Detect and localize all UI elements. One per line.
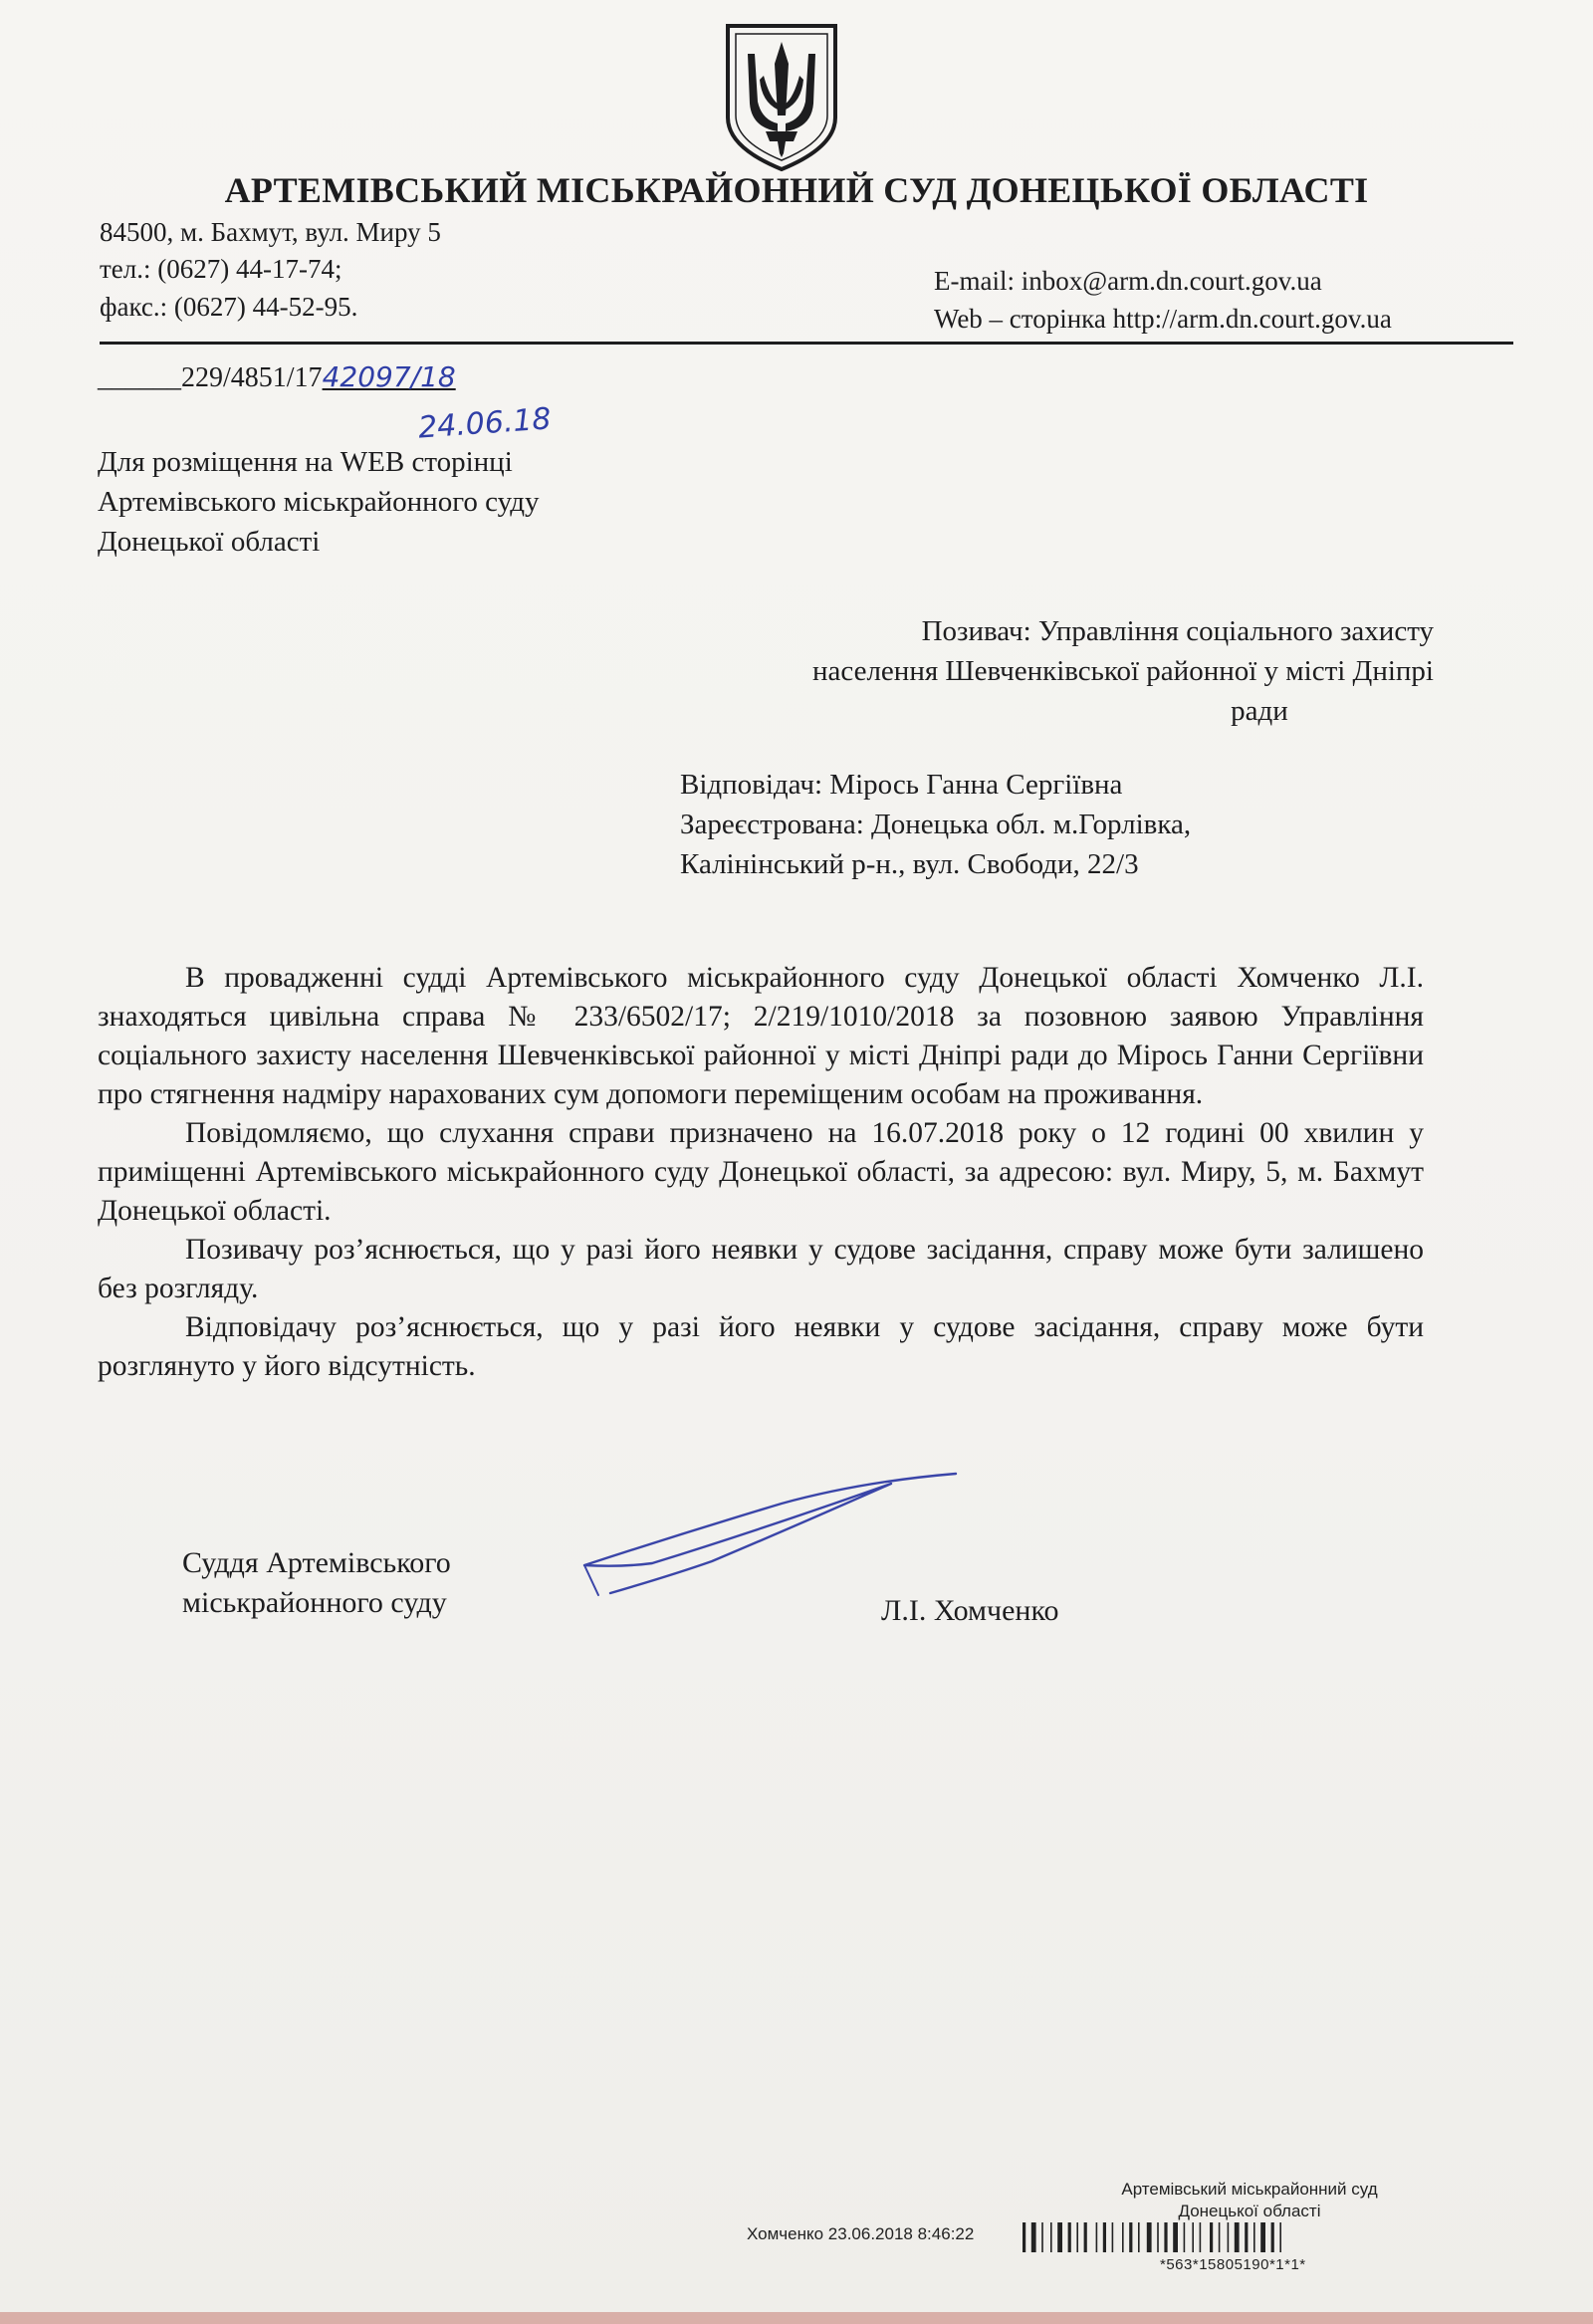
barcode-bar [1260, 2222, 1265, 2252]
barcode-bar [1103, 2222, 1106, 2252]
barcode-bar [1084, 2222, 1087, 2252]
barcode-bar [1219, 2222, 1221, 2252]
barcode-bar [1138, 2222, 1140, 2252]
scan-edge [0, 2312, 1593, 2324]
plaintiff-line: населення Шевченківської районної у місті Дніпрі [811, 655, 1434, 687]
defendant-name: Відповідач: Мірось Ганна Сергіївна [680, 769, 1123, 801]
body-paragraph: Позивачу роз’яснюється, що у разі його неявки у судове засідання, справу може бути залишено без розгляду. [98, 1234, 1424, 1304]
barcode-bar [1173, 2222, 1178, 2252]
barcode-text: *563*15805190*1*1* [1160, 2256, 1306, 2273]
barcode-bar [1192, 2222, 1194, 2252]
barcode-bar [1129, 2222, 1132, 2252]
court-email: E-mail: inbox@arm.dn.court.gov.ua [934, 266, 1322, 296]
plaintiff-block [697, 611, 1434, 731]
court-stamp-line: Артемівський міськрайонний суд [1121, 2180, 1378, 2199]
barcode-bar [1147, 2222, 1152, 2252]
body-paragraph: В провадженні судді Артемівського міськрайонного суду Донецької області Хомченко Л.І. знаходяться цивільна справа № 233/6502/17; 2/219/1010/2018 за позовною заявою Управління соціального захисту населення Шевченківської районної у місті Дніпрі ради до Мірось Ганни Сергіївни про стягнення надміру нарахованих сум допомоги переміщеним особам на проживання. [98, 962, 1424, 1110]
court-name: АРТЕМІВСЬКИЙ МІСЬКРАЙОННИЙ СУД ДОНЕЦЬКОЇ ОБЛАСТІ [224, 170, 1369, 210]
placement-note-line: Артемівського міськрайонного суду [98, 486, 540, 518]
registration-handwritten-date: 24.06.18 [416, 401, 553, 446]
barcode-bar [1068, 2222, 1071, 2252]
trident-coat-of-arms-icon [722, 20, 841, 173]
court-website: Web – сторінка http://arm.dn.court.gov.ua [934, 304, 1392, 334]
registration-blank: ______ [98, 362, 181, 393]
court-stamp-label [1110, 2179, 1389, 2222]
placement-note [98, 442, 540, 562]
placement-note-line: Для розміщення на WEB сторінці [98, 446, 513, 478]
court-fax: факс.: (0627) 44-52-95. [100, 292, 358, 322]
operator-timestamp: Хомченко 23.06.2018 8:46:22 [747, 2224, 975, 2243]
barcode-bar [1076, 2222, 1078, 2252]
barcode-bar [1184, 2222, 1186, 2252]
barcode-bar [1228, 2222, 1230, 2252]
body-paragraph: Відповідачу роз’яснюється, що у разі його неявки у судове засідання, справу може бути розглянуто у його відсутність. [98, 1311, 1424, 1382]
barcode-bar [1210, 2222, 1213, 2252]
barcode-bar [1164, 2222, 1167, 2252]
barcode-bar [1157, 2222, 1159, 2252]
plaintiff-line: ради [1231, 695, 1288, 727]
barcode-bar [1235, 2222, 1240, 2252]
barcode-bar [1050, 2222, 1052, 2252]
barcode-bar [1112, 2222, 1114, 2252]
judge-title [182, 1543, 451, 1623]
barcode-bar [1200, 2222, 1202, 2252]
court-address: 84500, м. Бахмут, вул. Миру 5 [100, 217, 441, 247]
barcode-bar [1096, 2222, 1098, 2252]
barcode-bar [1057, 2222, 1062, 2252]
barcode-bar [1245, 2222, 1248, 2252]
defendant-address: Калінінський р-н., вул. Свободи, 22/3 [680, 848, 1139, 880]
placement-note-line: Донецької області [98, 526, 321, 558]
body-paragraph: Повідомляємо, що слухання справи призначено на 16.07.2018 року о 12 годині 00 хвилин у приміщенні Артемівського міськрайонного суду Донецької області, за адресою: вул. Миру, 5, м. Бахмут Донецької області. [98, 1117, 1424, 1227]
header-divider [100, 342, 1513, 345]
barcode-bar [1122, 2222, 1124, 2252]
barcode-bar [1253, 2222, 1255, 2252]
registration-number [98, 360, 456, 394]
plaintiff-label: Позивач: [921, 615, 1031, 647]
court-stamp-line: Донецької області [1178, 2202, 1321, 2220]
court-phone: тел.: (0627) 44-17-74; [100, 254, 342, 284]
barcode-bar [1041, 2222, 1043, 2252]
notice-body [98, 959, 1424, 1386]
registration-number-text: 229/4851/17 [181, 362, 323, 393]
judge-name: Л.І. Хомченко [881, 1594, 1059, 1627]
defendant-block [680, 765, 1191, 884]
handwritten-signature [563, 1464, 981, 1603]
barcode-bar [1031, 2222, 1036, 2252]
judge-title-line: Суддя Артемівського [182, 1546, 451, 1579]
judge-title-line: міськрайонного суду [182, 1586, 447, 1619]
barcode-bar [1279, 2222, 1281, 2252]
barcode-bar [1271, 2222, 1274, 2252]
plaintiff-line: Управління соціального захисту [1037, 615, 1434, 647]
barcode-bar [1023, 2222, 1025, 2252]
defendant-registration: Зареєстрована: Донецька обл. м.Горлівка, [680, 809, 1192, 840]
registration-handwritten-number: 42097/18 [322, 360, 456, 393]
barcode-icon [1021, 2218, 1488, 2258]
